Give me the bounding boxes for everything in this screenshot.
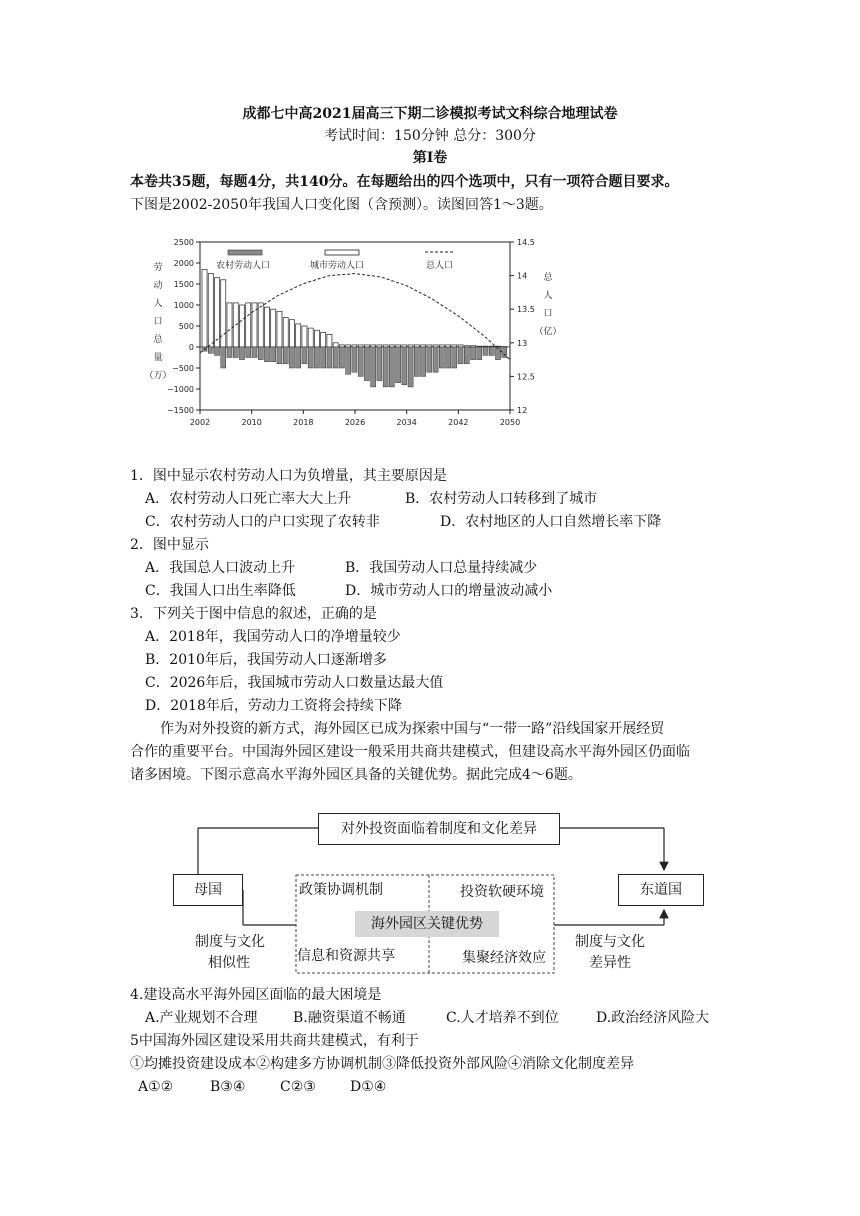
urban-bar xyxy=(377,345,382,347)
left-tick-label: 1500 xyxy=(173,280,194,289)
urban-bar xyxy=(264,307,269,347)
q1-option-c: C．农村劳动人口的户口实现了农转非 xyxy=(145,514,380,530)
left-tick-label: −1000 xyxy=(166,385,194,394)
urban-bar xyxy=(421,345,426,347)
rural-bar xyxy=(271,347,276,362)
urban-bar xyxy=(283,318,288,347)
rural-bar xyxy=(239,347,244,360)
urban-bar xyxy=(277,311,282,347)
left-tick-label: 0 xyxy=(188,343,194,352)
urban-bar xyxy=(314,330,319,347)
intro-question-1-3: 下图是2002-2050年我国人口变化图（含预测）。读图回答1～3题。 xyxy=(130,197,553,213)
urban-bar xyxy=(408,345,413,347)
q5-option-a: A①② xyxy=(138,1079,174,1095)
urban-bar xyxy=(302,326,307,347)
urban-bar xyxy=(383,345,388,347)
urban-bar xyxy=(327,334,332,347)
rural-bar xyxy=(427,347,432,372)
q5-items: ①均摊投资建设成本②构建多方协调机制③降低投资外部风险④消除文化制度差异 xyxy=(130,1056,634,1072)
urban-bar xyxy=(452,345,457,347)
urban-bar xyxy=(427,345,432,347)
passage-line-2: 合作的重要平台。中国海外园区建设一般采用共商共建模式，但建设高水平海外园区仍面临 xyxy=(130,744,690,760)
rural-bar xyxy=(483,347,488,355)
rural-bar xyxy=(208,347,213,353)
rural-bar xyxy=(252,347,257,358)
left-tick-label: −1500 xyxy=(166,406,194,415)
exam-info: 考试时间：150分钟 总分：300分 xyxy=(324,128,536,144)
q1-option-d: D．农村地区的人口自然增长率下降 xyxy=(440,514,662,530)
left-axis-label-char: 动 xyxy=(153,281,163,291)
right-tick-label: 13.5 xyxy=(517,305,535,315)
urban-bar xyxy=(433,345,438,347)
urban-bar xyxy=(321,332,326,347)
right-tick-label: 12 xyxy=(517,406,528,415)
urban-bar xyxy=(214,278,219,347)
x-tick-label: 2034 xyxy=(396,418,417,427)
diagram-investment-environment: 投资软硬环境 xyxy=(460,884,544,900)
urban-bar xyxy=(271,309,276,347)
left-tick-label: 1000 xyxy=(173,301,194,310)
legend-urban-label: 城市劳动人口 xyxy=(310,261,365,271)
rural-bar xyxy=(502,347,507,358)
urban-bar xyxy=(402,345,407,347)
rural-bar xyxy=(296,347,301,368)
urban-bar xyxy=(389,345,394,347)
urban-bar xyxy=(246,303,251,347)
urban-bar xyxy=(221,280,226,347)
q1-option-a: A．农村劳动人口死亡率大大上升 xyxy=(145,491,352,507)
left-axis-label-char: 口 xyxy=(153,317,163,327)
population-chart xyxy=(140,230,580,435)
right-tick-label: 13 xyxy=(517,338,528,348)
urban-bar xyxy=(208,274,213,348)
urban-bar xyxy=(239,305,244,347)
rural-bar xyxy=(408,347,413,387)
rural-bar xyxy=(327,347,332,368)
q1-option-b: B．农村劳动人口转移到了城市 xyxy=(405,491,598,507)
x-tick-label: 2002 xyxy=(189,418,211,427)
urban-bar xyxy=(339,345,344,347)
rural-bar xyxy=(433,347,438,372)
section-heading: 第Ⅰ卷 xyxy=(412,150,448,166)
legend-rural-label: 农村劳动人口 xyxy=(216,261,271,271)
q5-option-c: C②③ xyxy=(280,1079,316,1095)
rural-bar xyxy=(264,347,269,362)
urban-bar xyxy=(227,303,232,347)
q3-option-c: C．2026年后，我国城市劳动人口数量达最大值 xyxy=(145,675,444,691)
left-axis-label-char: 劳 xyxy=(153,263,163,273)
diagram-agglomeration: 集聚经济效应 xyxy=(462,950,546,966)
rural-bar xyxy=(489,347,494,355)
q1-stem: 1．图中显示农村劳动人口为负增量，其主要原因是 xyxy=(130,468,447,484)
legend-rural-swatch xyxy=(228,250,262,255)
rural-bar xyxy=(277,347,282,364)
q5-stem: 5中国海外园区建设采用共商共建模式，有利于 xyxy=(130,1033,419,1049)
urban-bar xyxy=(296,324,301,347)
q4-option-b: B.融资渠道不畅通 xyxy=(293,1010,406,1026)
q4-option-c: C.人才培养不到位 xyxy=(446,1010,559,1026)
urban-bar xyxy=(346,345,351,347)
rural-bar xyxy=(452,347,457,368)
diagram-host-country: 东道国 xyxy=(618,874,704,906)
right-tick-label: 14.5 xyxy=(517,238,535,247)
q4-stem: 4.建设高水平海外园区面临的最大困境是 xyxy=(130,987,382,1003)
right-axis-label-char: 人 xyxy=(543,291,553,301)
q3-option-a: A．2018年，我国劳动人口的净增量较少 xyxy=(145,629,401,645)
rural-bar xyxy=(346,347,351,374)
q3-option-b: B．2010年后，我国劳动人口逐渐增多 xyxy=(145,652,387,668)
rural-bar xyxy=(333,347,338,368)
urban-bar xyxy=(358,345,363,347)
left-axis-label-char: （万） xyxy=(144,371,172,381)
urban-bar xyxy=(289,320,294,347)
q2-option-d: D．城市劳动人口的增量波动减小 xyxy=(345,583,553,599)
urban-bar xyxy=(352,345,357,347)
q4-option-d: D.政治经济风险大 xyxy=(596,1010,710,1026)
q2-option-c: C．我国人口出生率降低 xyxy=(145,583,296,599)
urban-bar xyxy=(458,345,463,347)
q2-stem: 2．图中显示 xyxy=(130,537,209,553)
q3-stem: 3．下列关于图中信息的叙述，正确的是 xyxy=(130,606,377,622)
x-tick-label: 2042 xyxy=(448,418,469,427)
rural-bar xyxy=(414,347,419,376)
urban-bar xyxy=(364,345,369,347)
rural-bar xyxy=(221,347,226,368)
left-axis-label-char: 量 xyxy=(153,353,163,363)
diagram-left-label-1: 制度与文化 xyxy=(195,934,265,950)
q5-option-d: D①④ xyxy=(350,1079,387,1095)
legend-total-label: 总人口 xyxy=(426,261,454,271)
rural-bar xyxy=(389,347,394,387)
diagram-top-box: 对外投资面临着制度和文化差异 xyxy=(318,813,560,845)
urban-bar xyxy=(446,345,451,347)
diagram-policy-coordination: 政策协调机制 xyxy=(299,882,383,898)
right-axis-label-char: （亿） xyxy=(534,327,562,337)
passage-line-1: 作为对外投资的新方式，海外园区已成为探索中国与“一带一路”沿线国家开展经贸 xyxy=(160,721,665,737)
urban-bar xyxy=(308,328,313,347)
rural-bar xyxy=(364,347,369,381)
q4-option-a: A.产业规划不合理 xyxy=(145,1010,258,1026)
rural-bar xyxy=(314,347,319,368)
rural-bar xyxy=(302,347,307,364)
urban-bar xyxy=(396,345,401,347)
urban-bar xyxy=(439,345,444,347)
rural-bar xyxy=(458,347,463,364)
q3-option-d: D．2018年后，劳动力工资将会持续下降 xyxy=(145,698,402,714)
rural-bar xyxy=(308,347,313,368)
diagram-key-advantage: 海外园区关键优势 xyxy=(355,911,499,937)
rural-bar xyxy=(377,347,382,381)
rural-bar xyxy=(439,347,444,368)
rural-bar xyxy=(358,347,363,376)
urban-bar xyxy=(202,269,207,347)
diagram-right-label-2: 差异性 xyxy=(589,955,631,971)
rural-bar xyxy=(446,347,451,368)
rural-bar xyxy=(371,347,376,387)
left-tick-label: −500 xyxy=(172,364,194,373)
rural-bar xyxy=(233,347,238,358)
right-tick-label: 12.5 xyxy=(517,372,535,382)
rural-bar xyxy=(289,347,294,368)
left-tick-label: 500 xyxy=(178,322,194,331)
instructions: 本卷共35题，每题4分，共140分。在每题给出的四个选项中，只有一项符合题目要求。 xyxy=(130,174,679,190)
urban-bar xyxy=(371,345,376,347)
page-title: 成都七中高2021届高三下期二诊模拟考试文科综合地理试卷 xyxy=(242,106,618,122)
x-tick-label: 2050 xyxy=(499,418,521,427)
diagram-left-label-2: 相似性 xyxy=(208,955,250,971)
diagram-home-country: 母国 xyxy=(173,874,243,906)
q5-option-b: B③④ xyxy=(210,1079,246,1095)
right-axis-label-char: 口 xyxy=(543,309,553,319)
rural-bar xyxy=(383,347,388,387)
rural-bar xyxy=(258,347,263,360)
rural-bar xyxy=(339,347,344,368)
passage-line-3: 诸多困境。下图示意高水平海外园区具备的关键优势。据此完成4～6题。 xyxy=(130,767,582,783)
rural-bar xyxy=(246,347,251,358)
diagram-right-label-1: 制度与文化 xyxy=(575,934,645,950)
urban-bar xyxy=(333,343,338,347)
rural-bar xyxy=(396,347,401,383)
q2-option-a: A．我国总人口波动上升 xyxy=(145,560,296,576)
rural-bar xyxy=(214,347,219,355)
legend-urban-swatch xyxy=(325,250,359,255)
diagram-info-sharing: 信息和资源共享 xyxy=(297,948,395,964)
rural-bar xyxy=(283,347,288,364)
right-axis-label-char: 总 xyxy=(543,273,553,283)
rural-bar xyxy=(464,347,469,364)
rural-bar xyxy=(471,347,476,360)
x-tick-label: 2018 xyxy=(293,418,314,427)
rural-bar xyxy=(477,347,482,360)
urban-bar xyxy=(414,345,419,347)
rural-bar xyxy=(227,347,232,358)
left-axis-label-char: 人 xyxy=(153,299,163,309)
x-tick-label: 2010 xyxy=(241,418,262,427)
rural-bar xyxy=(352,347,357,372)
left-tick-label: 2500 xyxy=(173,238,194,247)
right-tick-label: 14 xyxy=(517,271,528,281)
rural-bar xyxy=(402,347,407,385)
x-tick-label: 2026 xyxy=(344,418,366,427)
left-tick-label: 2000 xyxy=(173,259,194,268)
urban-bar xyxy=(258,303,263,347)
rural-bar xyxy=(321,347,326,368)
rural-bar xyxy=(421,347,426,376)
left-axis-label-char: 总 xyxy=(153,335,163,345)
q2-option-b: B．我国劳动人口总量持续减少 xyxy=(345,560,538,576)
